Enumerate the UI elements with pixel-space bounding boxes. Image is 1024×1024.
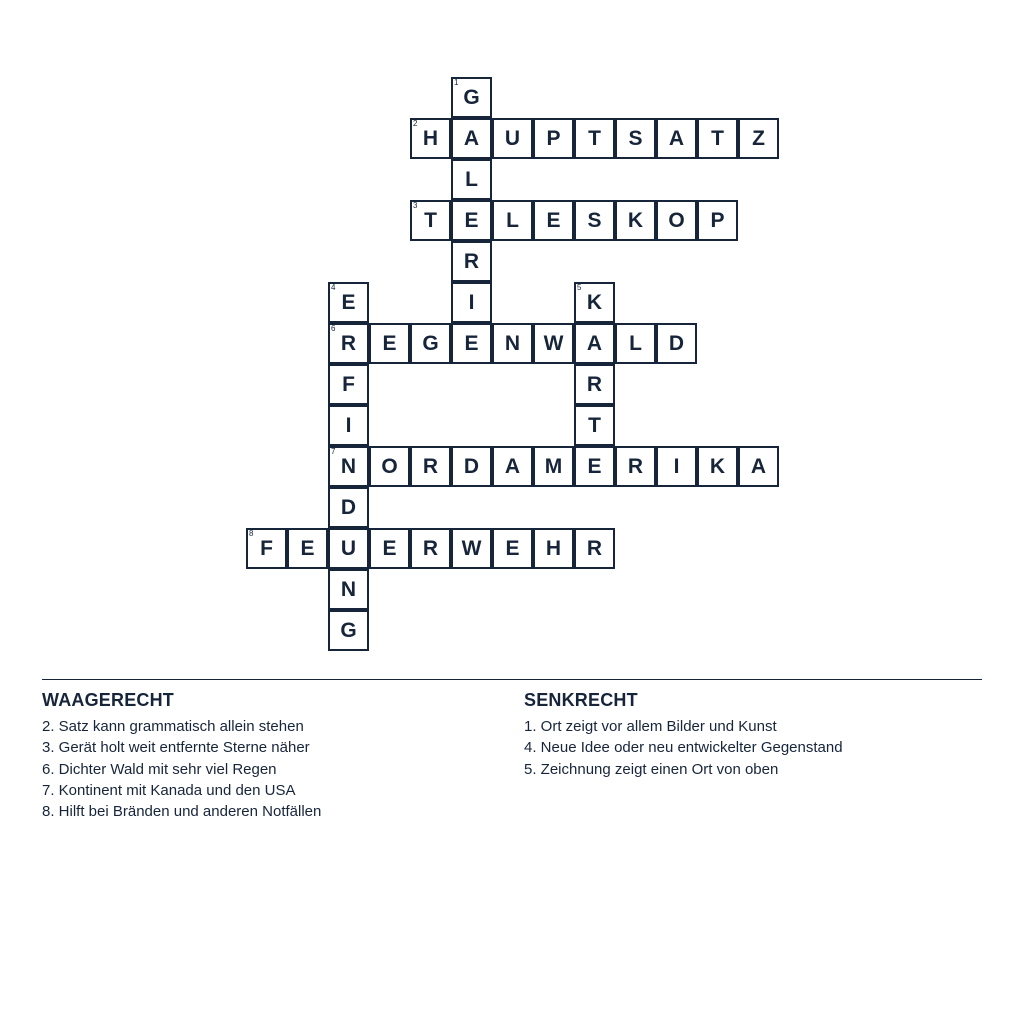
cell-letter: E bbox=[341, 290, 356, 314]
grid-cell[interactable] bbox=[246, 528, 287, 569]
grid-cell[interactable] bbox=[492, 118, 533, 159]
grid-cell[interactable] bbox=[697, 446, 738, 487]
cell-letter: N bbox=[340, 454, 357, 478]
cell-letter: A bbox=[586, 331, 603, 355]
grid-cell[interactable] bbox=[656, 323, 697, 364]
cell-letter: E bbox=[464, 331, 479, 355]
grid-cell[interactable] bbox=[656, 446, 697, 487]
across-heading: WAAGERECHT bbox=[42, 690, 174, 710]
cell-letter: Z bbox=[752, 126, 765, 150]
clue-down-4: 4. Neue Idee oder neu entwickelter Gegenstand bbox=[524, 739, 843, 757]
clue-across-6: 6. Dichter Wald mit sehr viel Regen bbox=[42, 760, 277, 778]
cell-letter: D bbox=[463, 454, 480, 478]
cell-letter: H bbox=[545, 536, 562, 560]
grid-cell[interactable] bbox=[492, 446, 533, 487]
cell-letter: S bbox=[628, 126, 643, 150]
cell-letter: E bbox=[300, 536, 315, 560]
grid-cell[interactable] bbox=[451, 446, 492, 487]
cell-letter: T bbox=[588, 126, 601, 150]
clue-down-1: 1. Ort zeigt vor allem Bilder und Kunst bbox=[524, 718, 777, 735]
cell-letter: R bbox=[340, 331, 357, 355]
grid-cell[interactable] bbox=[410, 446, 451, 487]
cell-letter: S bbox=[587, 208, 602, 232]
grid-cell[interactable] bbox=[533, 200, 574, 241]
grid-cell[interactable] bbox=[615, 446, 656, 487]
grid-cell[interactable] bbox=[410, 118, 451, 159]
grid-cell[interactable] bbox=[656, 200, 697, 241]
grid-cell[interactable] bbox=[574, 200, 615, 241]
grid-cell[interactable] bbox=[410, 528, 451, 569]
cell-letter: K bbox=[627, 208, 644, 232]
cell-letter: E bbox=[546, 208, 561, 232]
grid-cell[interactable] bbox=[492, 528, 533, 569]
grid-cell[interactable] bbox=[574, 364, 615, 405]
grid-cell[interactable] bbox=[369, 528, 410, 569]
divider bbox=[42, 679, 982, 680]
cell-letter: G bbox=[422, 331, 439, 355]
grid-cell[interactable] bbox=[451, 200, 492, 241]
cell-letter: A bbox=[750, 454, 767, 478]
cell-letter: L bbox=[506, 208, 519, 232]
cell-letter: R bbox=[586, 372, 603, 396]
grid-cell[interactable] bbox=[328, 282, 369, 323]
clue-number: 5 bbox=[577, 283, 582, 292]
cell-letter: K bbox=[586, 290, 603, 314]
cell-letter: P bbox=[710, 208, 725, 232]
cell-letter: R bbox=[627, 454, 644, 478]
clue-number: 3 bbox=[413, 201, 418, 210]
cell-letter: D bbox=[340, 495, 357, 519]
clue-number: 1 bbox=[454, 78, 459, 87]
cell-letter: O bbox=[668, 208, 685, 232]
cell-letter: N bbox=[340, 577, 357, 601]
grid-cell[interactable] bbox=[410, 200, 451, 241]
grid-cell[interactable] bbox=[574, 282, 615, 323]
cell-letter: R bbox=[422, 536, 439, 560]
cell-letter: T bbox=[424, 208, 437, 232]
cell-letter: G bbox=[340, 618, 357, 642]
cell-letter: E bbox=[587, 454, 602, 478]
grid-cell[interactable] bbox=[287, 528, 328, 569]
cell-letter: A bbox=[463, 126, 480, 150]
cell-letter: E bbox=[505, 536, 520, 560]
grid-cell[interactable] bbox=[328, 323, 369, 364]
cell-letter: A bbox=[504, 454, 521, 478]
grid-cell[interactable] bbox=[451, 282, 492, 323]
grid-cell[interactable] bbox=[328, 446, 369, 487]
grid-cell[interactable] bbox=[451, 323, 492, 364]
cell-letter: F bbox=[260, 536, 273, 560]
cell-letter: A bbox=[668, 126, 685, 150]
grid-cell[interactable] bbox=[738, 118, 779, 159]
grid-cell[interactable] bbox=[574, 118, 615, 159]
grid-cell[interactable] bbox=[451, 241, 492, 282]
cell-letter: N bbox=[504, 331, 521, 355]
cell-letter: T bbox=[588, 413, 601, 437]
cell-letter: T bbox=[711, 126, 724, 150]
cell-letter: I bbox=[345, 413, 352, 437]
grid-cell[interactable] bbox=[615, 323, 656, 364]
grid-cell[interactable] bbox=[410, 323, 451, 364]
cell-letter: I bbox=[673, 454, 680, 478]
clue-across-2: 2. Satz kann grammatisch allein stehen bbox=[42, 718, 304, 735]
grid-cell[interactable] bbox=[656, 118, 697, 159]
grid-cell[interactable] bbox=[615, 200, 656, 241]
cell-letter: E bbox=[382, 536, 397, 560]
cell-letter: U bbox=[504, 126, 521, 150]
grid-cell[interactable] bbox=[697, 200, 738, 241]
clue-across-3: 3. Gerät holt weit entfernte Sterne näher bbox=[42, 739, 310, 757]
grid-cell[interactable] bbox=[492, 200, 533, 241]
cell-letter: I bbox=[468, 290, 475, 314]
clue-number: 7 bbox=[331, 447, 336, 456]
cell-letter: W bbox=[543, 331, 564, 355]
down-clues bbox=[524, 690, 843, 780]
grid-cell[interactable] bbox=[369, 323, 410, 364]
cell-letter: W bbox=[461, 536, 482, 560]
cell-letter: O bbox=[381, 454, 398, 478]
clue-number: 4 bbox=[331, 283, 336, 292]
grid-cell[interactable] bbox=[533, 323, 574, 364]
grid-cell[interactable] bbox=[328, 487, 369, 528]
across-clues bbox=[42, 690, 321, 822]
grid-cell[interactable] bbox=[574, 323, 615, 364]
cell-letter: G bbox=[463, 85, 480, 109]
cell-letter: L bbox=[465, 167, 478, 191]
grid-cell[interactable] bbox=[328, 405, 369, 446]
grid-cell[interactable] bbox=[328, 610, 369, 651]
grid-cell[interactable] bbox=[574, 446, 615, 487]
cell-letter: H bbox=[422, 126, 439, 150]
cell-letter: R bbox=[586, 536, 603, 560]
grid-cell[interactable] bbox=[328, 528, 369, 569]
grid-cell[interactable] bbox=[328, 364, 369, 405]
grid-cell[interactable] bbox=[451, 118, 492, 159]
grid-cell[interactable] bbox=[451, 77, 492, 118]
clue-number: 2 bbox=[413, 119, 418, 128]
grid-cell[interactable] bbox=[328, 569, 369, 610]
grid-cell[interactable] bbox=[574, 405, 615, 446]
cell-letter: E bbox=[464, 208, 479, 232]
clue-down-5: 5. Zeichnung zeigt einen Ort von oben bbox=[524, 760, 779, 778]
grid-cell[interactable] bbox=[615, 118, 656, 159]
cell-letter: E bbox=[382, 331, 397, 355]
cell-letter: R bbox=[422, 454, 439, 478]
grid-cell[interactable] bbox=[492, 323, 533, 364]
cell-letter: K bbox=[709, 454, 726, 478]
grid-cell[interactable] bbox=[369, 446, 410, 487]
clue-number: 6 bbox=[331, 324, 336, 333]
cell-letter: M bbox=[544, 454, 563, 478]
clue-across-7: 7. Kontinent mit Kanada und den USA bbox=[42, 781, 296, 799]
cell-letter: F bbox=[342, 372, 355, 396]
cell-letter: P bbox=[546, 126, 561, 150]
grid-cell[interactable] bbox=[533, 118, 574, 159]
down-heading: SENKRECHT bbox=[524, 690, 638, 710]
cell-letter: L bbox=[629, 331, 642, 355]
cell-letter: D bbox=[668, 331, 685, 355]
grid-cell[interactable] bbox=[533, 528, 574, 569]
grid-cell[interactable] bbox=[574, 528, 615, 569]
cell-letter: U bbox=[340, 536, 357, 560]
grid-cell[interactable] bbox=[451, 528, 492, 569]
clue-number: 8 bbox=[249, 529, 254, 538]
cell-letter: R bbox=[463, 249, 480, 273]
grid-cell[interactable] bbox=[533, 446, 574, 487]
grid-cell[interactable] bbox=[451, 159, 492, 200]
clue-across-8: 8. Hilft bei Bränden und anderen Notfällen bbox=[42, 803, 322, 821]
grid-cell[interactable] bbox=[738, 446, 779, 487]
grid-cell[interactable] bbox=[697, 118, 738, 159]
